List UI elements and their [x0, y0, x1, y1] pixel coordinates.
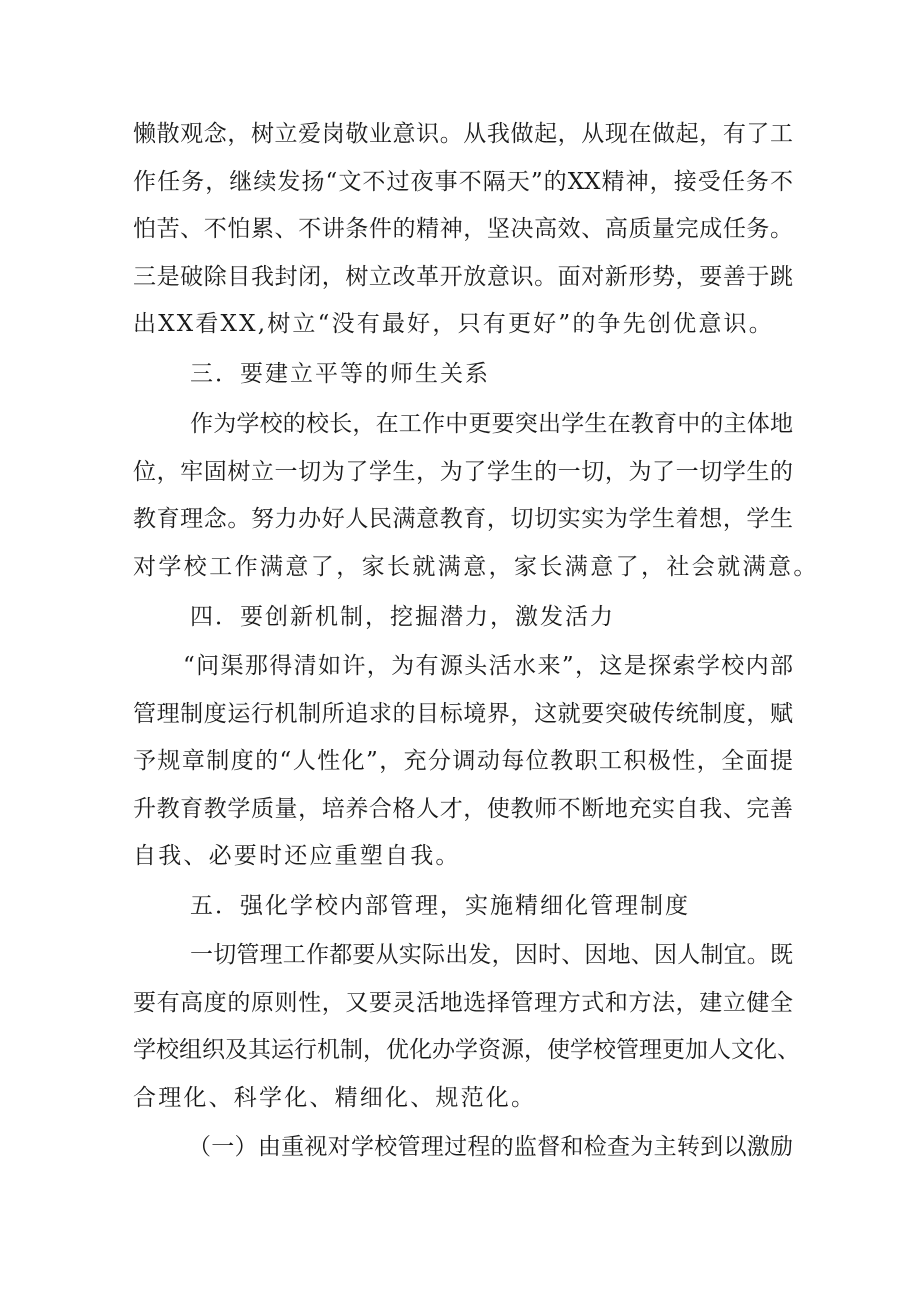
- paragraph-line: 三是破除目我封闭，树立改革开放意识。面对新形势，要善于跳: [133, 264, 793, 290]
- paragraph-line: 懒散观念，树立爱岗敬业意识。从我做起，从现在做起，有了工: [133, 121, 793, 147]
- paragraph-line: 要有高度的原则性，又要灵活地选择管理方式和方法，建立健全: [133, 990, 793, 1016]
- section-heading: 五．强化学校内部管理，实施精细化管理制度: [190, 893, 690, 919]
- subsection-heading: （一）由重视对学校管理过程的监督和检查为主转到以激励: [188, 1134, 793, 1160]
- paragraph-line: 作任务，继续发扬“文不过夜事不隔天”的XX精神，接受任务不: [133, 169, 793, 195]
- paragraph-line: 作为学校的校长，在工作中更要突出学生在教育中的主体地: [190, 411, 793, 437]
- paragraph-line: 怕苦、不怕累、不讲条件的精神，坚决高效、高质量完成任务。: [133, 216, 793, 242]
- paragraph-line: 学校组织及其运行机制，优化办学资源，使学校管理更加人文化、: [133, 1037, 800, 1063]
- paragraph-line: 对学校工作满意了，家长就满意，家长满意了，社会就满意。: [133, 554, 819, 580]
- paragraph-line: 自我、必要时还应重塑自我。: [133, 843, 461, 869]
- paragraph-line: 升教育教学质量，培养合格人才，使教师不断地充实自我、完善: [133, 796, 793, 822]
- paragraph-line: 教育理念。努力办好人民满意教育，切切实实为学生着想，学生: [133, 506, 793, 532]
- paragraph-line: 一切管理工作都要从实际出发，因时、因地、因人制宜。既: [190, 942, 793, 968]
- paragraph-line: “问渠那得清如许，为有源头活水来”，这是探索学校内部: [183, 653, 793, 679]
- paragraph-line: 合理化、科学化、精细化、规范化。: [133, 1085, 537, 1111]
- paragraph-line: 予规章制度的“人性化”，充分调动每位教职工积极性，全面提: [133, 748, 793, 774]
- paragraph-line: 管理制度运行机制所追求的目标境界，这就要突破传统制度，赋: [133, 701, 793, 727]
- paragraph-line: 出XX看XX,树立“没有最好，只有更好”的争先创优意识。: [133, 311, 774, 337]
- section-heading: 四．要创新机制，挖掘潜力，激发活力: [190, 604, 615, 630]
- paragraph-line: 位，牢固树立一切为了学生，为了学生的一切，为了一切学生的: [133, 459, 793, 485]
- section-heading: 三．要建立平等的师生关系: [190, 361, 490, 387]
